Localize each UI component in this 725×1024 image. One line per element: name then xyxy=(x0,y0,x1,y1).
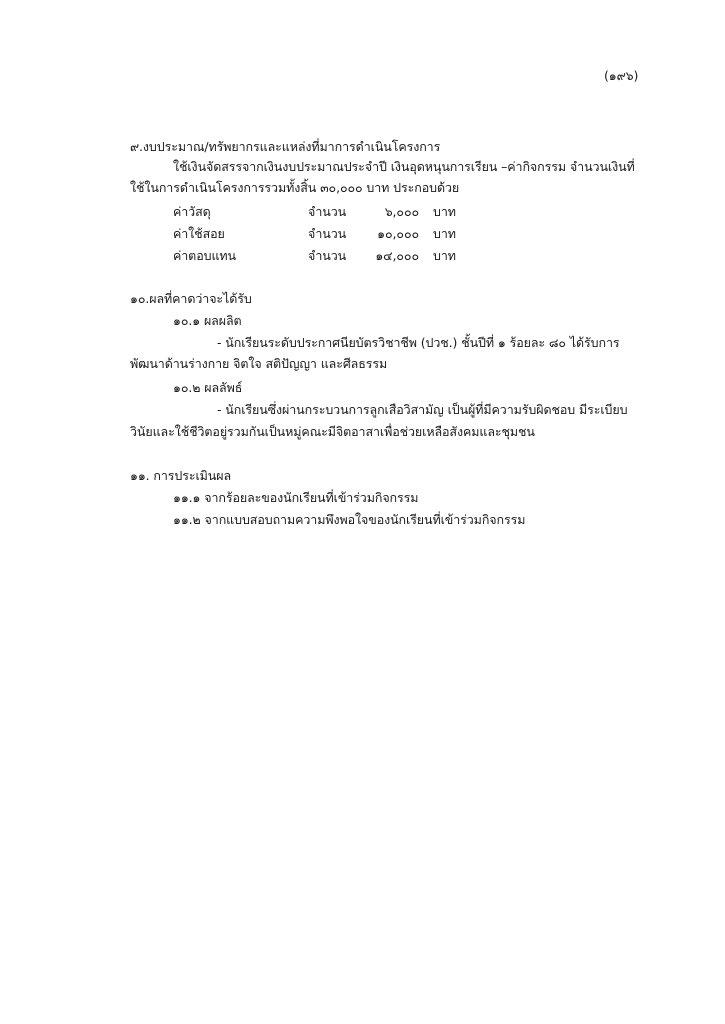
output-paragraph-line: พัฒนาด้านร่างกาย จิตใจ สติปัญญา และศีลธรรม xyxy=(130,356,388,371)
budget-item-qty-label: จำนวน xyxy=(308,248,347,263)
budget-item-unit: บาท xyxy=(433,248,456,263)
budget-item-unit: บาท xyxy=(433,226,456,241)
outcome-paragraph-line: - นักเรียนซึ่งผ่านกระบวนการลูกเสือวิสามัญ เป็นผู้ที่มีความรับผิดชอบ มีระเบียบ xyxy=(217,402,628,417)
budget-item-amount: ๖,๐๐๐ xyxy=(384,204,419,219)
evaluation-section-heading: ๑๑. การประเมินผล xyxy=(130,468,232,483)
budget-item-label: ค่าตอบแทน xyxy=(173,248,236,263)
evaluation-item: ๑๑.๒ จากแบบสอบถามความพึงพอใจของนักเรียนที่เข้าร่วมกิจกรรม xyxy=(173,512,526,527)
outcome-subheading: ๑๐.๒ ผลลัพธ์ xyxy=(173,380,243,395)
output-paragraph-line: - นักเรียนระดับประกาศนียบัตรวิชาชีพ (ปวช.) ชั้นปีที่ ๑ ร้อยละ ๘๐ ได้รับการ xyxy=(217,335,620,350)
budget-item-qty-label: จำนวน xyxy=(308,226,347,241)
results-section-heading: ๑๐.ผลที่คาดว่าจะได้รับ xyxy=(130,291,252,306)
budget-paragraph-line: ใช้ในการดำเนินโครงการรวมทั้งสิ้น ๓๐,๐๐๐ บาท ประกอบด้วย xyxy=(130,180,460,195)
outcome-paragraph-line: วินัยและใช้ชีวิตอยู่รวมกันเป็นหมู่คณะมีจิตอาสาเพื่อช่วยเหลือสังคมและชุมชน xyxy=(130,424,535,439)
budget-item-qty-label: จำนวน xyxy=(308,204,347,219)
budget-section-heading: ๙.งบประมาณ/ทรัพยากรและแหล่งที่มาการดำเนินโครงการ xyxy=(130,139,441,154)
budget-item-amount: ๑๔,๐๐๐ xyxy=(375,248,419,263)
page-number: (๑๙๖) xyxy=(604,68,639,83)
output-subheading: ๑๐.๑ ผลผลิต xyxy=(173,313,242,328)
budget-item-unit: บาท xyxy=(433,204,456,219)
evaluation-item: ๑๑.๑ จากร้อยละของนักเรียนที่เข้าร่วมกิจกรรม xyxy=(173,490,419,505)
budget-paragraph-line: ใช้เงินจัดสรรจากเงินงบประมาณประจำปี เงินอุดหนุนการเรียน –ค่ากิจกรรม จำนวนเงินที่ xyxy=(173,159,635,174)
budget-item-label: ค่าวัสดุ xyxy=(173,204,211,219)
budget-item-label: ค่าใช้สอย xyxy=(173,226,225,241)
budget-item-amount: ๑๐,๐๐๐ xyxy=(377,226,419,241)
